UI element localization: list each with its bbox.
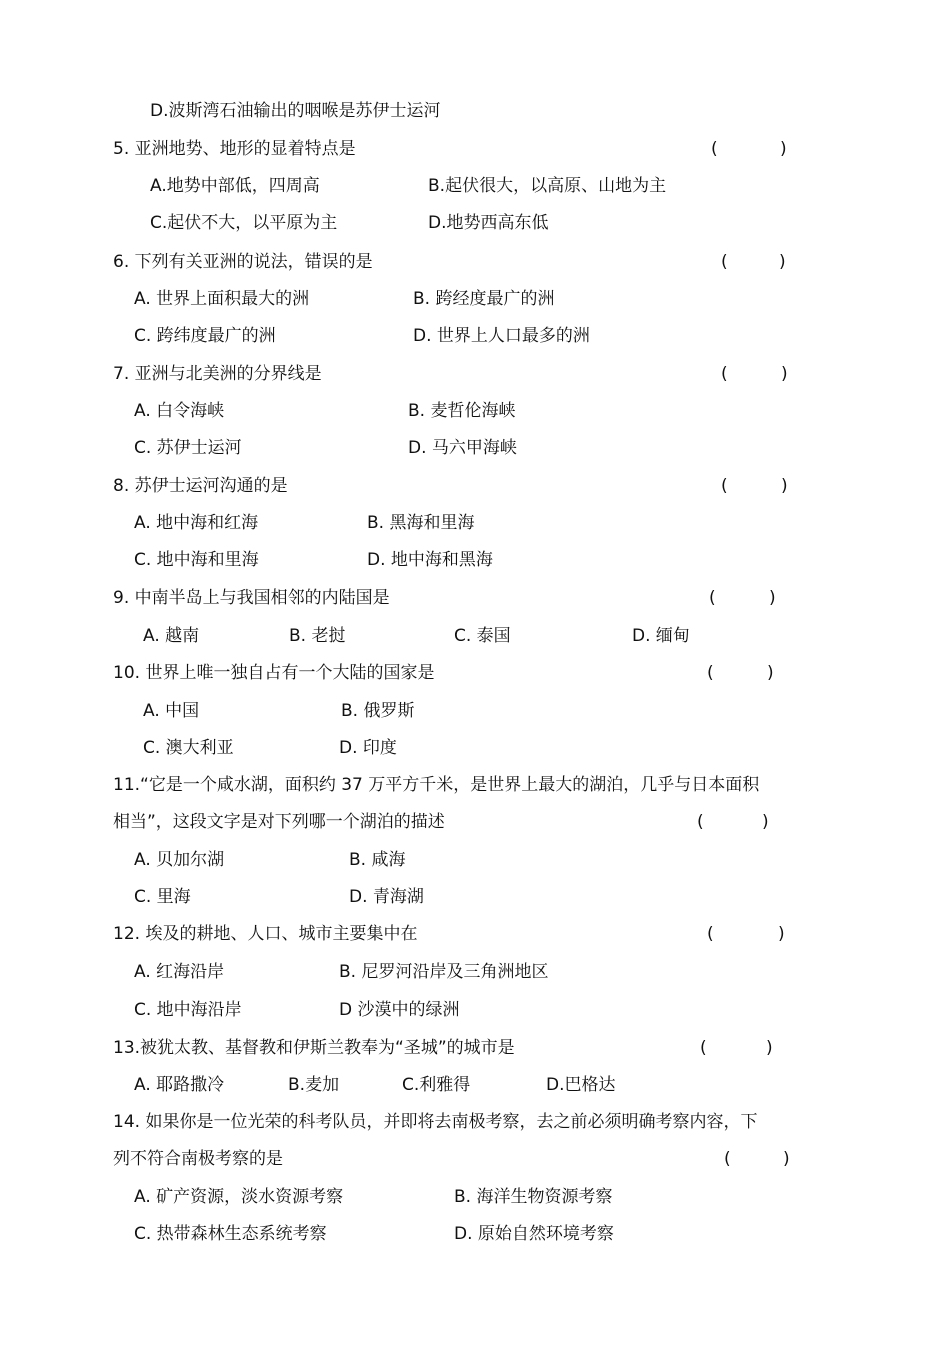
q11-stem-line1: 11.“它是一个咸水湖，面积约 37 万平方千米，是世界上最大的湖泊，几乎与日本面积 [113, 775, 760, 795]
q13-paren-close: ) [766, 1038, 773, 1058]
q9-option-c: C. 泰国 [454, 626, 511, 646]
q9-option-a: A. 越南 [143, 626, 200, 646]
q5-option-a: A.地势中部低，四周高 [150, 176, 320, 196]
q14-option-b: B. 海洋生物资源考察 [454, 1187, 613, 1207]
q9-paren-close: ) [769, 588, 776, 608]
q10-option-c: C. 澳大利亚 [143, 738, 234, 758]
q11-option-c: C. 里海 [134, 887, 191, 907]
q8-option-c: C. 地中海和里海 [134, 550, 259, 570]
q7-option-d: D. 马六甲海峡 [408, 438, 517, 458]
q9-paren-open: ( [709, 588, 716, 608]
q8-paren-close: ) [781, 476, 788, 496]
q13-option-d: D.巴格达 [546, 1075, 616, 1095]
q8-paren-open: ( [721, 476, 728, 496]
q14-option-d: D. 原始自然环境考察 [454, 1224, 614, 1244]
q4-option-d: D.波斯湾石油输出的咽喉是苏伊士运河 [150, 101, 441, 121]
q5-paren-close: ) [780, 139, 787, 159]
q10-stem: 10. 世界上唯一独自占有一个大陆的国家是 [113, 663, 435, 683]
q6-option-d: D. 世界上人口最多的洲 [413, 326, 590, 346]
q14-option-a: A. 矿产资源，淡水资源考察 [134, 1187, 344, 1207]
q11-stem-line2: 相当”，这段文字是对下列哪一个湖泊的描述 [113, 812, 445, 832]
q11-paren-close: ) [762, 812, 769, 832]
q12-option-d: D 沙漠中的绿洲 [339, 1000, 460, 1020]
q8-stem: 8. 苏伊士运河沟通的是 [113, 476, 288, 496]
q9-option-d: D. 缅甸 [632, 626, 690, 646]
q12-option-a: A. 红海沿岸 [134, 962, 225, 982]
q7-option-c: C. 苏伊士运河 [134, 438, 242, 458]
q7-paren-close: ) [781, 364, 788, 384]
q14-paren-open: ( [724, 1149, 731, 1169]
q9-stem: 9. 中南半岛上与我国相邻的内陆国是 [113, 588, 390, 608]
q13-option-c: C.利雅得 [402, 1075, 471, 1095]
q5-option-d: D.地势西高东低 [428, 213, 549, 233]
q10-paren-open: ( [707, 663, 714, 683]
q5-option-b: B.起伏很大，以高原、山地为主 [428, 176, 667, 196]
q14-option-c: C. 热带森林生态系统考察 [134, 1224, 327, 1244]
q14-stem-line2: 列不符合南极考察的是 [113, 1149, 283, 1169]
q6-stem: 6. 下列有关亚洲的说法，错误的是 [113, 252, 373, 272]
q13-option-a: A. 耶路撒冷 [134, 1075, 225, 1095]
q12-option-b: B. 尼罗河沿岸及三角洲地区 [339, 962, 549, 982]
q10-option-b: B. 俄罗斯 [341, 701, 415, 721]
q7-option-b: B. 麦哲伦海峡 [408, 401, 516, 421]
q12-option-c: C. 地中海沿岸 [134, 1000, 242, 1020]
q9-option-b: B. 老挝 [289, 626, 346, 646]
q8-option-a: A. 地中海和红海 [134, 513, 259, 533]
q5-stem: 5. 亚洲地势、地形的显着特点是 [113, 139, 356, 159]
q10-paren-close: ) [767, 663, 774, 683]
q12-stem: 12. 埃及的耕地、人口、城市主要集中在 [113, 924, 418, 944]
q8-option-d: D. 地中海和黑海 [367, 550, 493, 570]
q8-option-b: B. 黑海和里海 [367, 513, 475, 533]
q13-stem: 13.被犹太教、基督教和伊斯兰教奉为“圣城”的城市是 [113, 1038, 515, 1058]
q6-paren-close: ) [779, 252, 786, 272]
q6-option-a: A. 世界上面积最大的洲 [134, 289, 310, 309]
q7-stem: 7. 亚洲与北美洲的分界线是 [113, 364, 322, 384]
q10-option-d: D. 印度 [339, 738, 397, 758]
q5-paren-open: ( [711, 139, 718, 159]
q6-option-b: B. 跨经度最广的洲 [413, 289, 555, 309]
q10-option-a: A. 中国 [143, 701, 200, 721]
q13-paren-open: ( [700, 1038, 707, 1058]
q14-stem-line1: 14. 如果你是一位光荣的科考队员，并即将去南极考察，去之前必须明确考察内容，下 [113, 1112, 758, 1132]
q6-paren-open: ( [721, 252, 728, 272]
q11-option-a: A. 贝加尔湖 [134, 850, 225, 870]
q11-paren-open: ( [697, 812, 704, 832]
q7-option-a: A. 白令海峡 [134, 401, 225, 421]
q12-paren-close: ) [778, 924, 785, 944]
q12-paren-open: ( [707, 924, 714, 944]
q6-option-c: C. 跨纬度最广的洲 [134, 326, 276, 346]
q11-option-b: B. 咸海 [349, 850, 406, 870]
q14-paren-close: ) [783, 1149, 790, 1169]
q11-option-d: D. 青海湖 [349, 887, 424, 907]
q13-option-b: B.麦加 [288, 1075, 340, 1095]
q5-option-c: C.起伏不大，以平原为主 [150, 213, 338, 233]
q7-paren-open: ( [721, 364, 728, 384]
